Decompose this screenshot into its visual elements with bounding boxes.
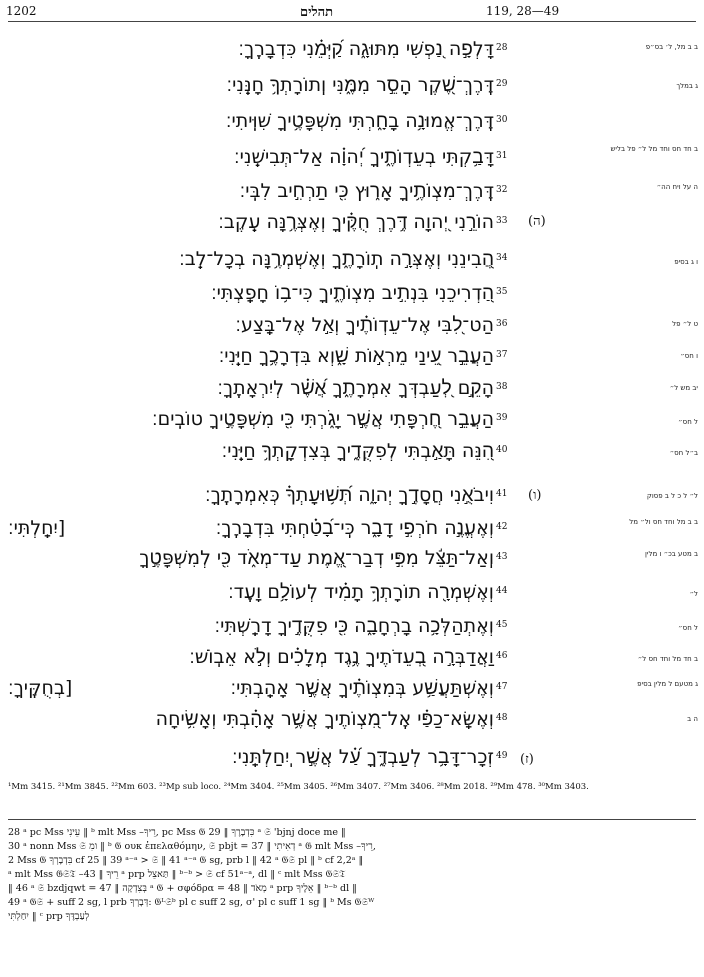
verse-text: הַ֭דְרִיכֵנִי בִּנְתִ֣יב מִצְוֺתֶ֑יךָ כִּי־ב֥וֹ חָפָֽצְתִּי׃ [211, 282, 494, 304]
header-rule [8, 21, 696, 22]
verse-number: 35 [496, 287, 508, 297]
verse-continuation: [בְחֻקֶּֽיךָ׃ [8, 677, 73, 699]
critical-apparatus [8, 826, 698, 924]
margin-note: ב ב מל וחד חס ול״ מל [629, 518, 698, 526]
margin-note: ל״ ל כ ל ב פסוק [646, 492, 698, 500]
verse-text: דֶּֽרֶךְ־מִצְוֺתֶ֥יךָ אָר֑וּץ כִּ֖י תַרְחִ֣יב לִבִּֽי׃ [239, 180, 494, 202]
verse-number: 33 [496, 216, 508, 226]
verse-number: 36 [496, 319, 508, 329]
verse-text: הוֹרֵ֣נִי יְ֭הוָה דֶּ֥רֶךְ חֻקֶּ֗יךָ וְאֶצְּרֶ֥נָּה עֵֽקֶב׃ [218, 211, 494, 233]
verse-number: 32 [496, 185, 508, 195]
verse-text: דָּלְפָ֣ה נַ֭פְשִׁי מִתּוּגָ֑ה קַ֝יְּמֵ֗נִי כִּדְבָרֶֽךָ׃ [238, 38, 494, 60]
verse-number: 30 [496, 115, 508, 125]
apparatus-rule [8, 819, 696, 820]
verse-number: 43 [496, 552, 508, 562]
page-header [0, 4, 704, 22]
verse-text: וְאֶשְׁתַּעֲשַׁ֥ע בְּמִצְוֺתֶ֗יךָ אֲשֶׁ֣ר אָהָֽבְתִּי׃ [230, 677, 494, 699]
verse-text: הַעֲבֵ֣ר עֵ֭ינַי מֵרְא֣וֹת שָׁ֑וְא בִּדְרָכֶ֥ךָ חַיֵּֽנִי׃ [218, 345, 494, 367]
verse-text: הָקֵ֣ם לְ֭עַבְדְּךָ אִמְרָתֶ֑ךָ אֲ֝שֶׁ֗ר לְיִרְאָתֶֽךָ׃ [217, 377, 494, 399]
verse-text: וִיבֹאֻ֣נִי חֲסָדֶ֣ךָ יְהוָ֑ה תְּ֝שׁ֥וּעָתְךָ֗ כְּאִמְרָתֶֽךָ׃ [204, 484, 494, 506]
verse-text: דָּבַ֥קְתִּי בְעֵדְוֹתֶ֑יךָ יְ֝הוָ֗ה אַל־תְּבִישֵֽׁנִי׃ [234, 146, 494, 168]
margin-note: ל חס״ [678, 418, 698, 426]
page-number: 1202 [6, 4, 37, 18]
margin-note: ו ג בסיפ [674, 258, 698, 266]
apparatus-line: 28 ᵃ pc Mss עֵינִי ‖ ᵇ mlt Mss –רֵיךָ, pc Mss 𝔊 כִּדְבָרֶךָ ‖ 29 ᵃ 𝔖 'bjnj doce me ‖ [8, 827, 346, 838]
margin-note: ל חס״ [678, 624, 698, 632]
apparatus-line: 30 ᵃ nonn Mss 𝔖 ומִ ‖ ᵇ 𝔊 ουκ ἐπελαθόμην, 𝔖 pbjt = דְאִיתִי ‖ 37 ᵃ 𝔊 mlt Mss –רֵיךָ, [8, 841, 376, 852]
verse-number: 38 [496, 382, 508, 392]
verse-continuation: [יִחָֽלְתִּי׃ [8, 517, 66, 539]
margin-note: ה ב [687, 715, 698, 723]
margin-note: ג מטעם ל מלין בסיפ [637, 680, 698, 688]
apparatus-line: ᵃ mlt Mss 𝔊𝔖𝔗 –רֵיךָ ‖ 43 ᵃ prp תַּאצֵל ‖ ᵇ⁻ᵇ > 𝔖 cf 51ᵃ⁻ᵃ, dl ‖ ᶜ mlt Mss 𝔊𝔖𝔗 [8, 869, 346, 880]
verse-number: 47 [496, 682, 508, 692]
masora-references: ¹Mm 3415. ²¹Mm 3845. ²²Mm 603. ²³Mp sub loco. ²⁴Mm 3404. ²⁵Mm 3405. ²⁶Mm 3407. ²⁷Mm 3406. ²⁸Mm 2018. ²⁹Mm 478. ³⁰Mm 3403. [8, 782, 589, 792]
verse-text: הַט־לִ֭בִּי אֶל־עֵדְוֹתֶ֗יךָ וְאַ֣ל אֶל־בָּֽצַע׃ [235, 314, 494, 336]
margin-note: ב חד חס וחד מל ל״ פל בליש [610, 145, 698, 153]
margin-note: ב מטע בכ״ ו מלין [645, 550, 698, 558]
verse-number: 46 [496, 651, 508, 661]
verse-range: 119, 28—49 [486, 4, 560, 18]
verse-text: וְאֶעֱנֶ֣ה חֹרְפִ֣י דָבָ֑ר כִּֽי־בָ֝טַ֗חְתִּי בִּדְבָרֶֽךָ׃ [215, 517, 494, 539]
verse-text: הֲ֭בִינֵנִי וְאֶצְּרָ֣ה תֽוֹרָתֶ֑ךָ וְאֶשְׁמְרֶ֥נָּה בְכָל־לֵֽב׃ [179, 248, 494, 270]
book-title: תהלים [300, 5, 334, 20]
margin-note: ב חד מל וחד חס ל״ [637, 655, 698, 663]
verse-number: 41 [496, 489, 508, 499]
verse-number: 44 [496, 586, 508, 596]
verse-text: וְֽאַל־תַּצֵּ֬ל מִפִּ֣י דְבַר־אֱ֭מֶת עַד־מְאֹ֑ד כִּ֖י לְמִשְׁפָּטֶ֣ךָ [139, 547, 494, 569]
margin-note: ג במלך [676, 82, 698, 90]
apparatus-line: ‖ 46 ᵃ 𝔖 bzdjqwt = בְּצִדְקָה ‖ 47 ᵃ 𝔊 + σφόδρα = מְאֹד ‖ 48 ᵃ prp אֵלֶיךָ ‖ ᵇ⁻ᵇ dl ‖ [8, 883, 357, 894]
verse-number: 39 [496, 413, 508, 423]
verse-number: 40 [496, 445, 508, 455]
stanza-letter: (ז) [520, 752, 534, 767]
verse-number: 49 [496, 751, 508, 761]
margin-note: יב מש ל״ [669, 384, 698, 392]
margin-note: ה על ויח הה״ [656, 183, 698, 191]
verse-text: הִ֭נֵּה תָּאַ֣בְתִּי לְפִקֻּדֶ֑יךָ בְּצִדְקָתְךָ֥ חַיֵּֽנִי׃ [221, 440, 494, 462]
verse-text: וְאֶשְׁמְרָ֖ה תוֹרָתְךָ֥ תָמִ֗יד לְעוֹלָ֥ם וָעֶֽד׃ [228, 581, 494, 603]
verse-text: דֶּֽרֶךְ־שֶׁ֭קֶר הָסֵ֣ר מִמֶּ֑נִּי וְֽתוֹרָתְךָ֥ חָנֵּֽנִי׃ [226, 74, 494, 96]
verse-text: הַעֲבֵ֣ר חֶ֭רְפָּתִי אֲשֶׁ֣ר יָגֹ֑רְתִּי כִּ֖י מִשְׁפָּטֶ֣יךָ טוֹבִֽים׃ [152, 408, 494, 430]
verse-text: וְאֶשָּֽׂא־כַפַּ֗י אֶֽל־מִ֭צְוֺתֶיךָ אֲשֶׁ֥ר אָהָ֗בְתִּי וְאָשִׂ֥יחָה [155, 708, 494, 730]
apparatus-line: יִחַלְתִּי ‖ ᶜ prp לְעַבְדֶּךָ [8, 911, 90, 922]
verse-text: זְכָר־דָּבָ֥ר לְעַבְדֶּ֑ךָ עַ֝֗ל אֲשֶׁ֣ר יִֽחַלְתָּֽנִי׃ [232, 746, 494, 768]
verse-text: וְאֶתְהַלְּכָ֥ה בָרְחָבָ֑ה כִּ֖י פִקֻּדֶ֣יךָ דָרָֽשְׁתִּי׃ [214, 615, 494, 637]
verse-number: 29 [496, 79, 508, 89]
verse-number: 45 [496, 620, 508, 630]
verse-number: 34 [496, 253, 508, 263]
margin-note: ב ב מל, ל׳ בס״פ [645, 43, 698, 51]
verse-number: 48 [496, 713, 508, 723]
verse-text: דֶּֽרֶךְ־אֱמוּנָ֥ה בָחָ֑רְתִּי מִשְׁפָּטֶ֥יךָ שִׁוִּֽיתִי׃ [225, 110, 494, 132]
verse-number: 42 [496, 522, 508, 532]
stanza-letter: (ה) [528, 214, 546, 229]
verse-number: 28 [496, 43, 508, 53]
margin-note: ב״ל חס״ [669, 449, 698, 457]
margin-note: ל״ [689, 590, 698, 598]
stanza-letter: (ו) [528, 488, 542, 503]
apparatus-line: 49 ᵃ 𝔊𝔖 + suff 2 sg, l prb דְּבָרְךָ: 𝔊ᴸ𝔖ᵇ pl c suff 2 sg, σ' pl c suff 1 sg ‖ ᵇ Ms 𝔊𝔖ᵂ [8, 897, 375, 908]
verse-text: וַאֲדַבְּרָ֣ה בְ֭עֵדֹתֶיךָ נֶ֥גֶד מְלָכִ֗ים וְלֹ֣א אֵבֽוֹשׁ׃ [189, 646, 494, 668]
margin-note: ט ל״ פל [672, 320, 698, 328]
verse-number: 37 [496, 350, 508, 360]
apparatus-line: 2 Mss 𝔊 בִּדְבָרְךָ cf 25 ‖ 39 ᵃ⁻ᵃ > 𝔖 ‖ 41 ᵃ⁻ᵃ 𝔊 sg, prb l ‖ 42 ᵃ 𝔊𝔖 pl ‖ ᵇ cf 2,2ᵃ ‖ [8, 855, 364, 866]
verse-number: 31 [496, 151, 508, 161]
margin-note: ו חס״ [680, 352, 698, 360]
